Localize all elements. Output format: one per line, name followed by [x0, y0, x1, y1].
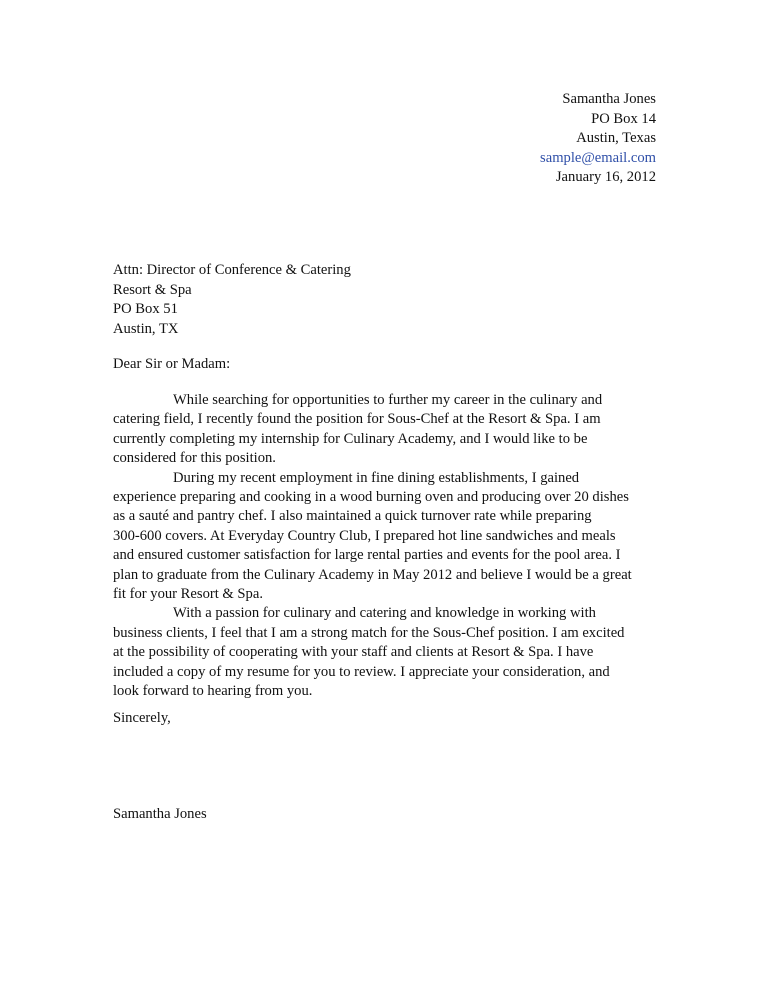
body-line: 300-600 covers. At Everyday Country Club, I prepared hot line sandwiches and meals: [113, 527, 616, 544]
closing: Sincerely,: [113, 710, 171, 726]
sender-city-state: Austin, Texas: [576, 130, 656, 146]
recipient-company: Resort & Spa: [113, 281, 192, 298]
body-line: at the possibility of cooperating with your staff and clients at Resort & Spa. I have: [113, 644, 594, 661]
body-line: plan to graduate from the Culinary Academy in May 2012 and believe I would be a great: [113, 566, 632, 583]
body-line: look forward to hearing from you.: [113, 683, 313, 700]
sender-email-link[interactable]: sample@email.com: [540, 149, 656, 166]
letter-date: January 16, 2012: [555, 169, 656, 185]
body-line: considered for this position.: [113, 450, 276, 467]
recipient-address-block: [113, 261, 351, 339]
body-line: experience preparing and cooking in a wood burning oven and producing over 20 dishes: [113, 489, 629, 506]
recipient-city-state: Austin, TX: [113, 320, 179, 337]
sender-name: Samantha Jones: [562, 91, 656, 107]
body-line: and ensured customer satisfaction for large rental parties and events for the pool area. I: [113, 547, 621, 564]
sender-address-block: [540, 90, 656, 188]
body-line: as a sauté and pantry chef. I also maintained a quick turnover rate while preparing: [113, 508, 592, 525]
sender-po-box: PO Box 14: [591, 110, 656, 127]
signature-name: Samantha Jones: [113, 806, 207, 822]
salutation: Dear Sir or Madam:: [113, 356, 231, 372]
body-line: While searching for opportunities to further my career in the culinary and: [173, 392, 603, 408]
letter-body: [113, 391, 658, 702]
body-line: catering field, I recently found the position for Sous-Chef at the Resort & Spa. I am: [113, 411, 601, 428]
body-line: During my recent employment in fine dining establishments, I gained: [173, 469, 580, 486]
body-line: included a copy of my resume for you to review. I appreciate your consideration, and: [113, 663, 610, 680]
body-line: currently completing my internship for Culinary Academy, and I would like to be: [113, 430, 588, 447]
body-line: business clients, I feel that I am a strong match for the Sous-Chef position. I am excited: [113, 624, 625, 641]
body-line: fit for your Resort & Spa.: [113, 586, 263, 603]
recipient-attn: Attn: Director of Conference & Catering: [113, 262, 351, 278]
body-line: With a passion for culinary and catering and knowledge in working with: [173, 605, 596, 622]
recipient-po-box: PO Box 51: [113, 301, 178, 317]
